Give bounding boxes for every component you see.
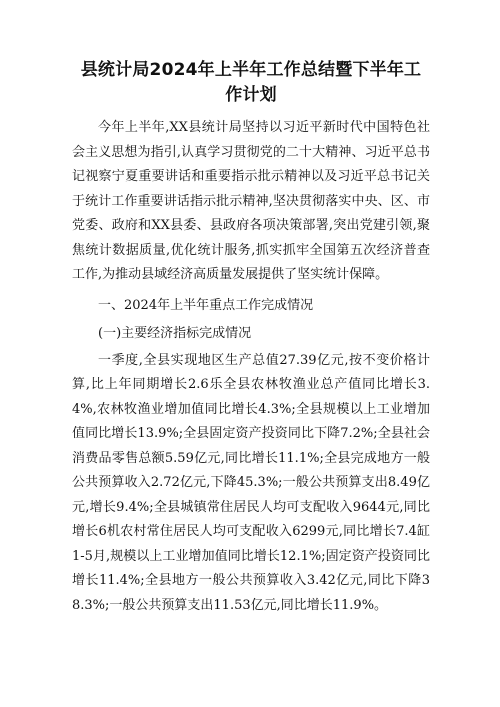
indicators-paragraph: 一季度,全县实现地区生产总值27.39亿元,按不变价格计算,比上年同期增长2.6乐全县农林牧渔业总产值同比增长3.4%,农林牧渔业增加值同比增长4.3%;全县规模以上工业增加值同比增长13.9%;全县固定资产投资同比下降7.2%;全县社会消费品零售总额5.59亿元,同比增长11.1%;全县完成地方一般公共预算收入2.72亿元,下降45.3%;一般公共预算支出8.49亿元,增长9.4%;全县城镇常住居民人均可支配收入9644元,同比增长6机农村常住居民人均可支配收入6299元,同比增长7.4缸1-5月,规模以上工业增加值同比增长12.1%;固定资产投资同比增长11.4%;全县地方一般公共预算收入3.42亿元,同比下降38.3%;一般公共预算支出11.53亿元,同比增长11.9%。 [72,352,430,613]
title-line-1: 县统计局2024年上半年工作总结暨下半年工 [80,60,422,80]
document-title [72,58,430,108]
subsection-heading: (一)主要经济指标完成情况 [98,326,252,341]
title-line-2: 作计划 [225,85,277,105]
intro-paragraph: 今年上半年,XX县统计局坚持以习近平新时代中国特色社会主义思想为指引,认真学习贯彻党的二十大精神、习近平总书记视察宁夏重要讲话和重要指示批示精神以及习近平总书记关于统计工作重要讲话指示批示精神,坚决贯彻落实中央、区、市党委、政府和XX县委、县政府各项决策部署,突出党建引领,聚焦统计数据质量,优化统计服务,抓实抓牢全国第五次经济普查工作,为推动县域经济高质量发展提供了坚实统计保障。 [72,120,430,282]
section-heading: 一、2024年上半年重点工作完成情况 [98,297,314,313]
